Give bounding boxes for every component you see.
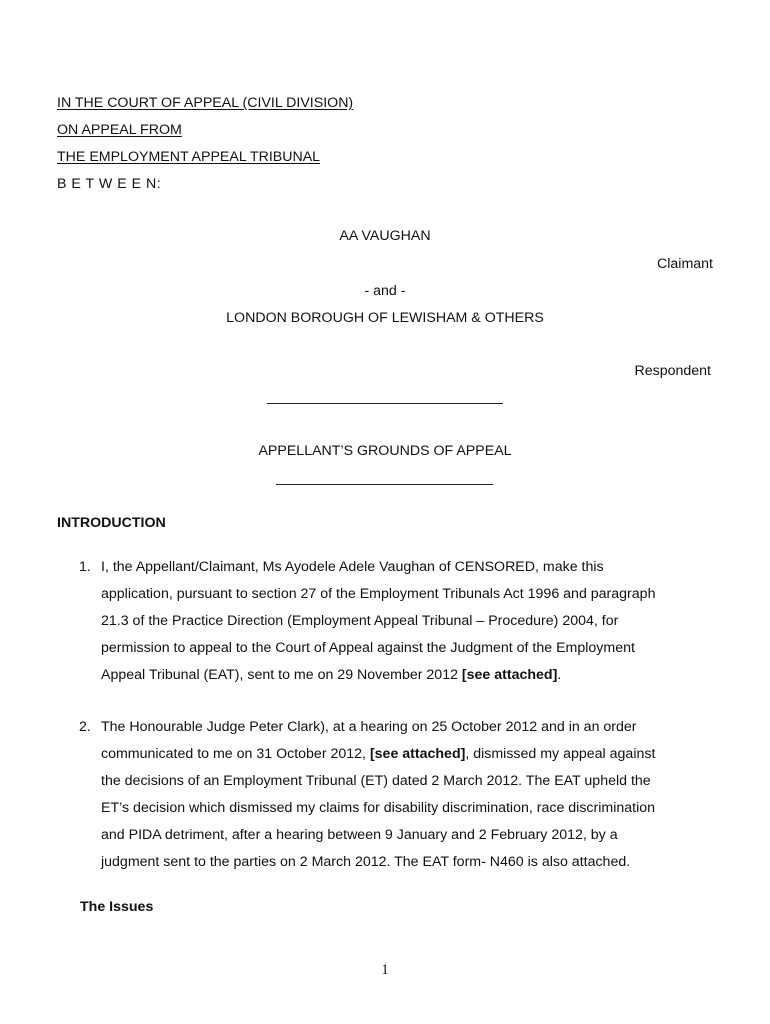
paragraph-line: the decisions of an Employment Tribunal (ET) dated 2 March 2012. The EAT upheld the [101,773,651,789]
introduction-heading: INTRODUCTION [57,515,166,531]
paragraph-number: 2. [79,719,91,735]
paragraph-line: judgment sent to the parties on 2 March 2012. The EAT form- N460 is also attached. [101,854,631,870]
paragraph-line: ET’s decision which dismissed my claims for disability discrimination, race discrimination [101,800,656,816]
title-rule-top [267,403,503,404]
paragraph-line: permission to appeal to the Court of Appeal against the Judgment of the Employment [101,640,635,656]
paragraph-line: The Honourable Judge Peter Clark), at a hearing on 25 October 2012 and in an order [101,719,637,735]
respondent-role: Respondent [634,363,711,379]
line-text: Appeal Tribunal (EAT), sent to me on 29 November 2012 [101,667,462,683]
paragraph-line: application, pursuant to section 27 of the Employment Tribunals Act 1996 and paragraph [101,586,656,602]
court-title: IN THE COURT OF APPEAL (CIVIL DIVISION) [57,95,354,111]
line-text: communicated to me on 31 October 2012, [101,746,370,762]
paragraph-line [101,746,655,763]
issues-heading: The Issues [80,899,154,915]
tribunal-name: THE EMPLOYMENT APPEAL TRIBUNAL [57,149,321,165]
see-attached-reference: [see attached] [369,746,466,762]
paragraph-line: and PIDA detriment, after a hearing between 9 January and 2 February 2012, by a [101,827,618,843]
line-text: , dismissed my appeal against [465,746,656,762]
claimant-role: Claimant [657,256,713,272]
between-label: B E T W E E N: [57,176,162,192]
paragraph-number: 1. [79,559,91,575]
page-number: 1 [381,962,389,978]
on-appeal-from: ON APPEAL FROM [57,122,182,138]
paragraph-line [101,667,561,684]
and-separator: - and - [364,283,406,299]
see-attached-reference: [see attached] [461,667,558,683]
respondent-name: LONDON BOROUGH OF LEWISHAM & OTHERS [226,310,544,326]
line-text: . [557,667,562,683]
title-rule-bottom [276,484,493,485]
paragraph-line: I, the Appellant/Claimant, Ms Ayodele Adele Vaughan of CENSORED, make this [101,559,604,575]
paragraph-line: 21.3 of the Practice Direction (Employment Appeal Tribunal – Procedure) 2004, for [101,613,619,629]
document-title: APPELLANT’S GROUNDS OF APPEAL [258,443,512,459]
claimant-name: AA VAUGHAN [339,228,431,244]
